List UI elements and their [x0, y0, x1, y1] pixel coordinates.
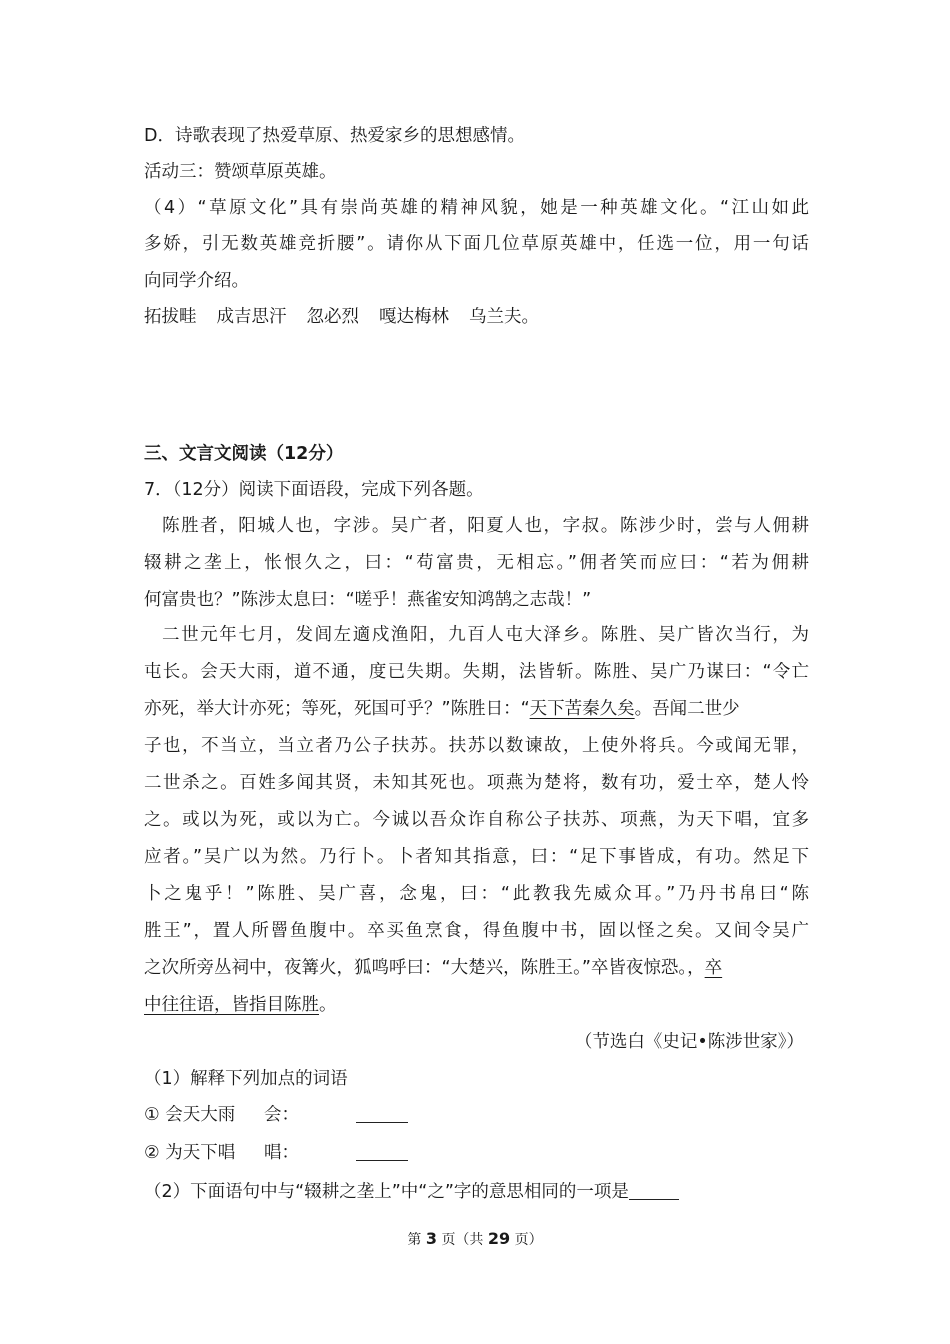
passage-line: 应者。”吴广以为然。乃行卜。卜者知其指意，曰：“足下事皆成，有功。然足下: [144, 847, 809, 867]
hero-name: 拓拔畦: [144, 307, 197, 327]
source-citation: （节选白《史记•陈涉世家》）: [574, 1032, 804, 1052]
underlined-sentence: 中往往语，皆指目陈胜: [144, 995, 319, 1015]
option-d: D．诗歌表现了热爱草原、热爱家乡的思想感情。: [144, 126, 525, 146]
answer-blank[interactable]: [356, 1142, 408, 1161]
sub-question-1-a: ① 会天大雨 会：: [144, 1103, 809, 1127]
passage-line: 子也，不当立，当立者乃公子扶苏。扶苏以数谏故，上使外将兵。今或闻无罪，: [144, 736, 809, 756]
hero-name: 忽必烈: [306, 307, 359, 327]
question-4-line-1: （4）“草原文化”具有崇尚英雄的精神风貌，她是一种英雄文化。“江山如此: [144, 198, 809, 218]
activity-3-title: 活动三：赞颂草原英雄。: [144, 162, 337, 182]
passage-line: 胜王”，置人所罾鱼腹中。卒买鱼烹食，得鱼腹中书，固以怪之矣。又间令吴广: [144, 921, 809, 941]
underlined-sentence: 天下苦秦久矣: [529, 699, 635, 719]
passage-line: 何富贵也？”陈涉太息曰：“嗟乎！燕雀安知鸿鹄之志哉！”: [144, 590, 592, 610]
hero-name: 成吉思汗: [216, 307, 287, 327]
passage-line: 卜之鬼乎！”陈胜、吴广喜，念鬼，曰：“此教我先威众耳。”乃丹书帛曰“陈: [144, 884, 809, 904]
passage-line: 之次所旁丛祠中，夜篝火，狐鸣呼曰：“大楚兴，陈胜王。”卒皆夜惊恐。，卒: [144, 958, 723, 978]
passage-line: 二世元年七月，发闾左適戍渔阳，九百人屯大泽乡。陈胜、吴广皆次当行，为: [162, 625, 809, 645]
passage-line: 亦死，举大计亦死；等死，死国可乎？”陈胜日：“天下苦秦久矣。吾闻二世少: [144, 699, 740, 719]
question-4-line-3: 向同学介绍。: [144, 271, 249, 291]
hero-name: 乌兰夫。: [469, 307, 539, 327]
passage-line: 陈胜者，阳城人也，字涉。吴广者，阳夏人也，字叔。陈涉少时，尝与人佣耕: [162, 516, 809, 536]
answer-blank[interactable]: [356, 1104, 408, 1123]
passage-line: 辍耕之垄上，怅恨久之，曰：“苟富贵，无相忘。”佣者笑而应曰：“若为佣耕: [144, 553, 809, 573]
sub-question-1-b: ② 为天下唱 唱：: [144, 1141, 809, 1165]
hero-list: [144, 305, 809, 329]
question-7: 7．（12分）阅读下面语段，完成下列各题。: [144, 480, 484, 500]
hero-name: 嘎达梅林: [379, 307, 449, 327]
underlined-sentence: 卒: [704, 958, 723, 978]
question-4-line-2: 多娇，引无数英雄竞折腰”。请你从下面几位草原英雄中，任选一位，用一句话: [144, 234, 809, 254]
passage-line: 屯长。会天大雨，道不通，度已失期。失期，法皆斩。陈胜、吴广乃谋曰：“令亡: [144, 662, 809, 682]
page-number: 3: [425, 1229, 437, 1248]
page-total: 29: [487, 1229, 511, 1248]
answer-blank[interactable]: [629, 1181, 679, 1200]
passage-line: 之。或以为死，或以为亡。今诚以吾众诈自称公子扶苏、项燕，为天下唱，宜多: [144, 810, 809, 830]
page-footer: 第 3 页（共 29 页）: [407, 1229, 543, 1248]
section-3-heading: 三、文言文阅读（12分）: [144, 444, 344, 464]
passage-line: 二世杀之。百姓多闻其贤，未知其死也。项燕为楚将，数有功，爱士卒，楚人怜: [144, 773, 809, 793]
sub-question-2: （2）下面语句中与“辍耕之垄上”中“之”字的意思相同的一项是: [144, 1180, 809, 1204]
passage-line: 中往往语，皆指目陈胜。: [144, 995, 337, 1015]
sub-question-1: （1）解释下列加点的词语: [144, 1069, 348, 1089]
